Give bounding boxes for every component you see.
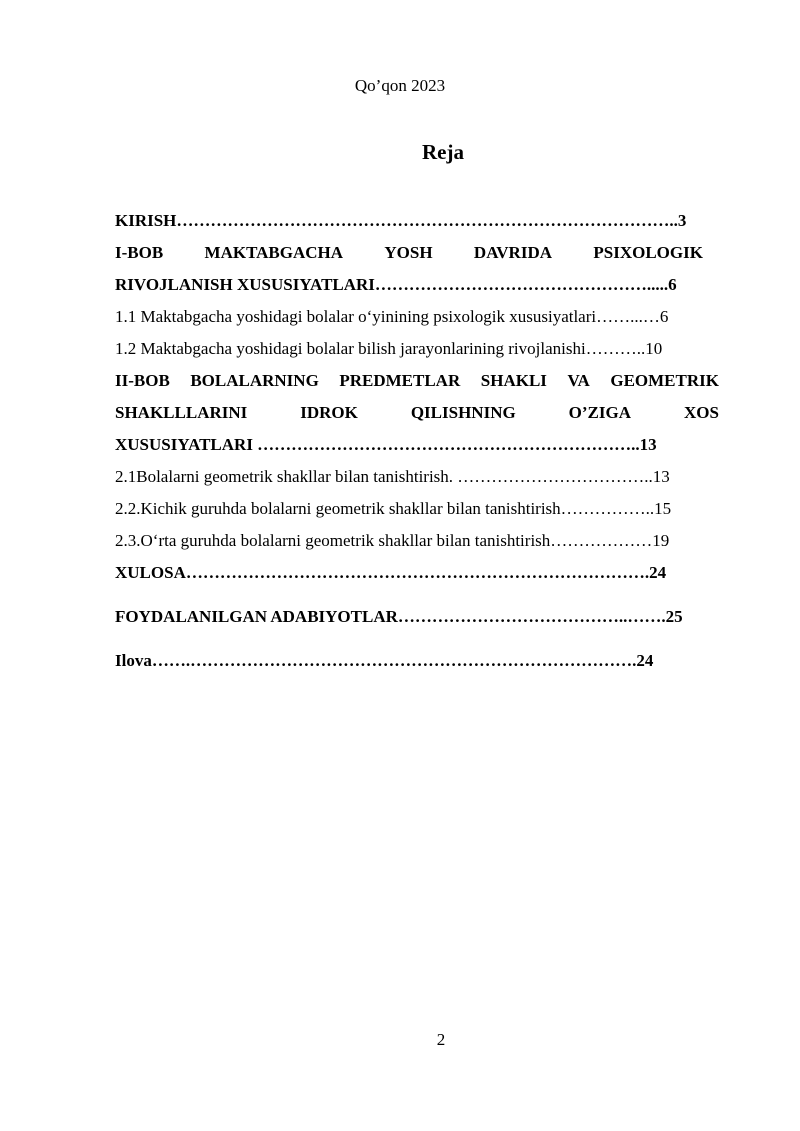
toc-word: PREDMETLAR xyxy=(339,371,461,390)
toc-word: GEOMETRIK xyxy=(610,371,719,390)
toc-section-2-1[interactable]: 2.1Bolalarni geometrik shakllar bilan tanishtirish. ……………………………..13 xyxy=(115,467,670,486)
toc-kirish[interactable]: KIRISH……………………………………………………………………………..3 xyxy=(115,211,687,230)
toc-word: YOSH xyxy=(384,243,433,262)
toc-chapter-1-line-1[interactable] xyxy=(115,237,727,269)
toc-word: SHAKLLLARINI xyxy=(115,403,248,422)
toc-xulosa[interactable]: XULOSA……………………………………………………………………….24 xyxy=(115,563,667,582)
toc-word: MAKTABGACHA xyxy=(204,243,344,262)
toc-chapter-1-line-2[interactable]: RIVOJLANISH XUSUSIYATLARI………………………………………….....6 xyxy=(115,275,677,294)
page-title: Reja xyxy=(422,140,464,164)
toc-word: XOS xyxy=(683,403,719,422)
toc-word: O’ZIGA xyxy=(568,403,632,422)
toc-adabiyotlar[interactable]: FOYDALANILGAN ADABIYOTLAR…………………………………..…….25 xyxy=(115,607,683,626)
toc-word: DAVRIDA xyxy=(473,243,553,262)
toc-chapter-2-line-3[interactable]: XUSUSIYATLARI …………………………………………………………..13 xyxy=(115,435,657,454)
toc-word: IDROK xyxy=(300,403,358,422)
toc-chapter-2-line-2[interactable] xyxy=(115,397,727,429)
table-of-contents xyxy=(115,205,727,677)
page-number: 2 xyxy=(436,1030,446,1049)
place-year: Qo’qon 2023 xyxy=(354,76,446,95)
toc-chapter-2-line-1[interactable] xyxy=(115,365,727,397)
toc-section-1-1[interactable]: 1.1 Maktabgacha yoshidagi bolalar o‘yinining psixologik xususiyatlari……...…6 xyxy=(115,307,669,326)
toc-word: SHAKLI xyxy=(480,371,547,390)
toc-word: VA xyxy=(567,371,590,390)
spacer xyxy=(115,633,727,645)
spacer xyxy=(115,589,727,601)
toc-word: QILISHNING xyxy=(410,403,516,422)
toc-section-1-2[interactable]: 1.2 Maktabgacha yoshidagi bolalar bilish jarayonlarining rivojlanishi………..10 xyxy=(115,339,663,358)
toc-word: BOLALARNING xyxy=(190,371,319,390)
toc-ilova[interactable]: Ilova…….…………………………………………………………………….24 xyxy=(115,651,654,670)
toc-section-2-2[interactable]: 2.2.Kichik guruhda bolalarni geometrik shakllar bilan tanishtirish……………..15 xyxy=(115,499,672,518)
toc-word: II-BOB xyxy=(115,371,170,390)
toc-word: I-BOB xyxy=(115,243,164,262)
toc-word: PSIXOLOGIK xyxy=(593,243,703,262)
toc-section-2-3[interactable]: 2.3.O‘rta guruhda bolalarni geometrik shakllar bilan tanishtirish………………19 xyxy=(115,531,670,550)
